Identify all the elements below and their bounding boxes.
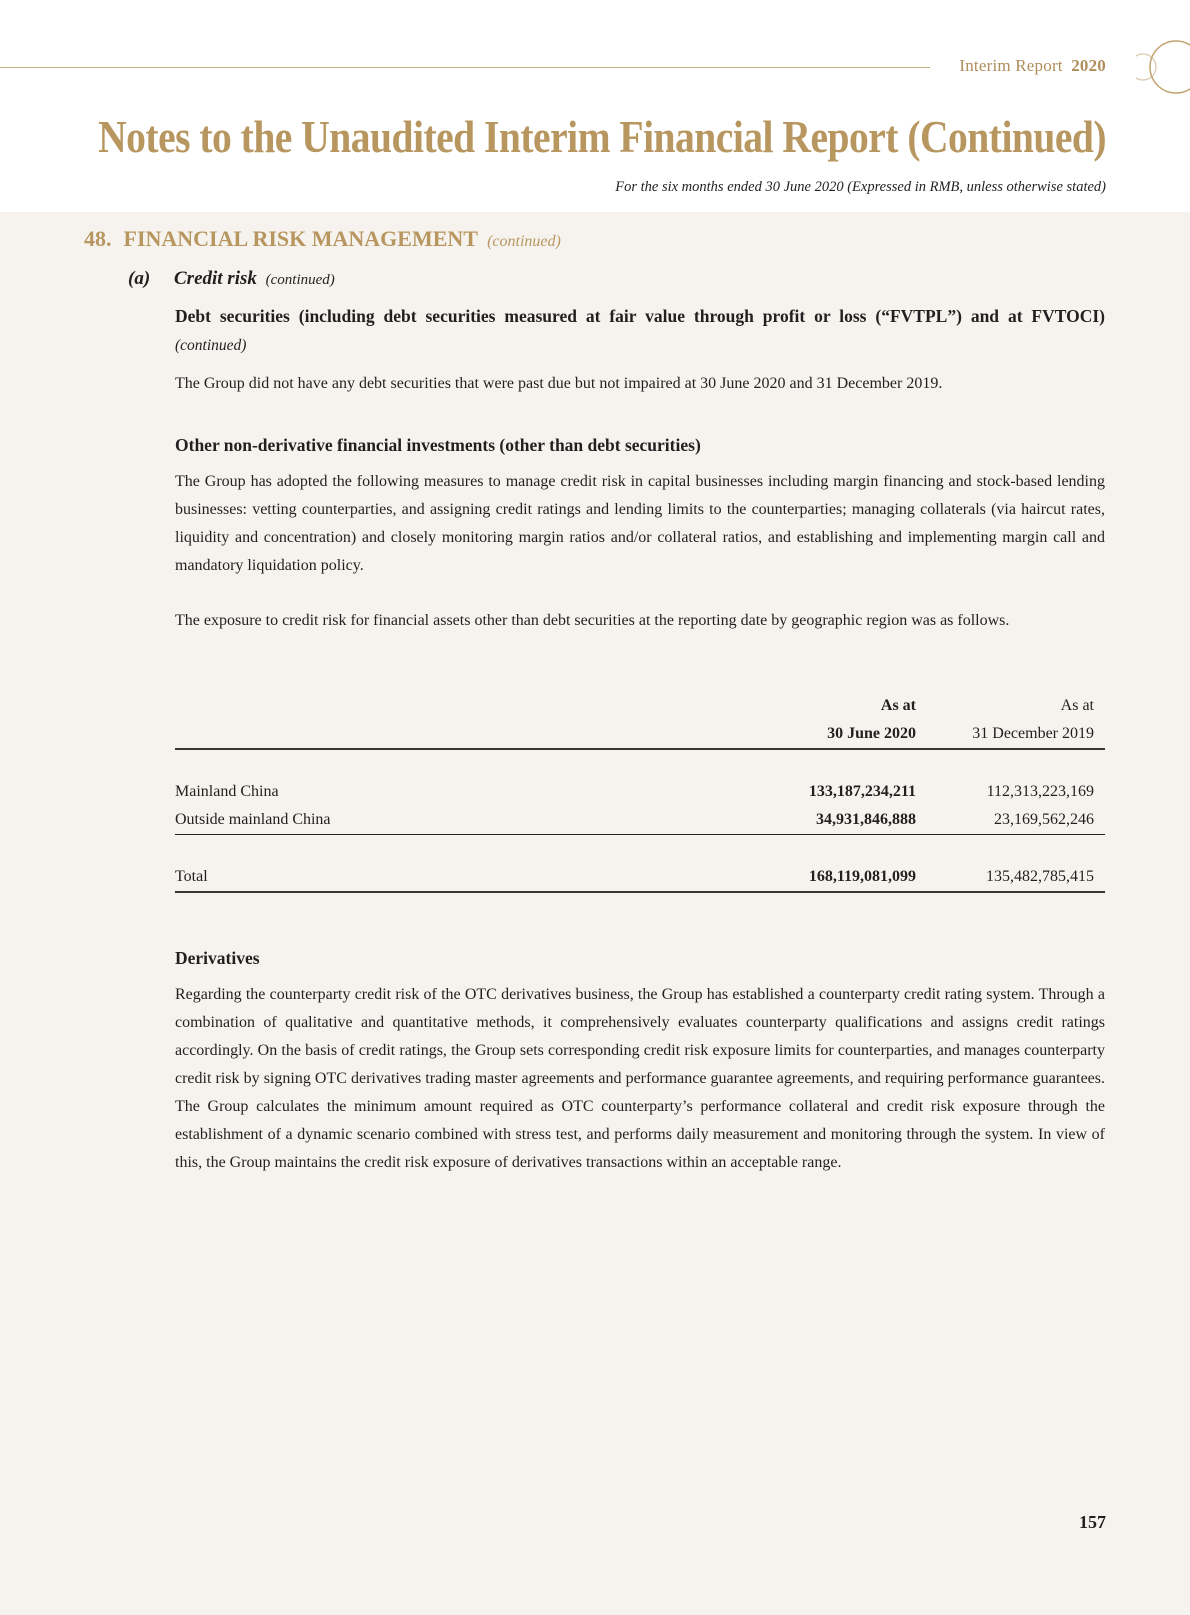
row-value-2020: 133,187,234,211 (808, 783, 916, 800)
derivatives-heading: Derivatives (175, 948, 260, 968)
table-header-row-2 (175, 720, 1105, 749)
col-2-header-line1: As at (1060, 697, 1094, 714)
table-row (175, 806, 1105, 835)
section-heading (84, 226, 561, 252)
section-title: FINANCIAL RISK MANAGEMENT (123, 226, 478, 251)
subsection-title: Credit risk (174, 268, 257, 289)
table-row (175, 778, 1105, 806)
page-number: 157 (1079, 1512, 1106, 1532)
row-label: Outside mainland China (175, 806, 734, 835)
ornament-circles-icon (1136, 40, 1190, 100)
total-label: Total (175, 863, 734, 892)
other-investments-paragraph-1: The Group has adopted the following measures to manage credit risk in capital businesses including margin financing and stock-based lending businesses: vetting counterparties, and assigning credit ratings and lending limits to the counterparties; managing collaterals (via haircut rates, liquidity and concentration) and closely monitoring margin ratios and/or collateral ratios, and establishing and implementing margin call and mandatory liquidation policy. (175, 473, 1105, 574)
other-investments-block (175, 431, 1105, 635)
table-header-row-1 (175, 692, 1105, 720)
row-value-2020: 34,931,846,888 (734, 806, 926, 835)
exposure-table (175, 692, 1105, 893)
subsection-continued: (continued) (265, 272, 335, 288)
debt-securities-block (175, 302, 1105, 398)
debt-securities-paragraph: The Group did not have any debt securities that were past due but not impaired at 30 June 2020 and 31 December 2019. (175, 375, 943, 392)
running-head (959, 56, 1106, 76)
section-continued: (continued) (487, 233, 561, 250)
page-subtitle: For the six months ended 30 June 2020 (Expressed in RMB, unless otherwise stated) (615, 179, 1106, 195)
debt-securities-continued: (continued) (175, 337, 247, 354)
row-label: Mainland China (175, 783, 279, 800)
page-title: Notes to the Unaudited Interim Financial Report (Continued) (98, 111, 1106, 162)
other-investments-heading: Other non-derivative financial investments (other than debt securities) (175, 435, 701, 455)
section-number: 48. (84, 226, 112, 251)
top-rule (0, 67, 930, 68)
running-head-year: 2020 (1071, 56, 1106, 75)
col-1-header-line2: 30 June 2020 (734, 720, 926, 749)
subsection-heading (128, 268, 335, 290)
row-value-2019: 23,169,562,246 (926, 806, 1105, 835)
table-total-row (175, 863, 1105, 892)
derivatives-block (175, 944, 1105, 1177)
total-value-2019: 135,482,785,415 (926, 863, 1105, 892)
debt-securities-heading-text: Debt securities (including debt securities measured at fair value through profit or loss (“FVTPL”) and at FVTOCI) (175, 306, 1105, 326)
total-value-2020: 168,119,081,099 (734, 863, 926, 892)
col-2-header-line2: 31 December 2019 (926, 720, 1105, 749)
other-investments-paragraph-2: The exposure to credit risk for financial assets other than debt securities at the reporting date by geographic region was as follows. (175, 612, 1010, 629)
row-value-2019: 112,313,223,169 (986, 783, 1094, 800)
debt-securities-heading (175, 302, 1105, 360)
col-1-header-line1: As at (880, 697, 916, 714)
subsection-label: (a) (128, 268, 151, 289)
derivatives-paragraph: Regarding the counterparty credit risk of the OTC derivatives business, the Group has established a counterparty credit rating system. Through a combination of qualitative and quantitative methods, it comprehensively evaluates counterparty qualifications and assigns credit ratings accordingly. On the basis of credit ratings, the Group sets corresponding credit risk exposure limits for counterparties, and manages counterparty credit risk by signing OTC derivatives trading master agreements and performance guarantee agreements, and requiring performance guarantees. The Group calculates the minimum amount required as OTC counterparty’s performance collateral and credit risk exposure through the establishment of a dynamic scenario combined with stress test, and performs daily measurement and monitoring through the system. In view of this, the Group maintains the credit risk exposure of derivatives transactions within an acceptable range. (175, 986, 1105, 1171)
running-head-label: Interim Report (959, 56, 1063, 75)
